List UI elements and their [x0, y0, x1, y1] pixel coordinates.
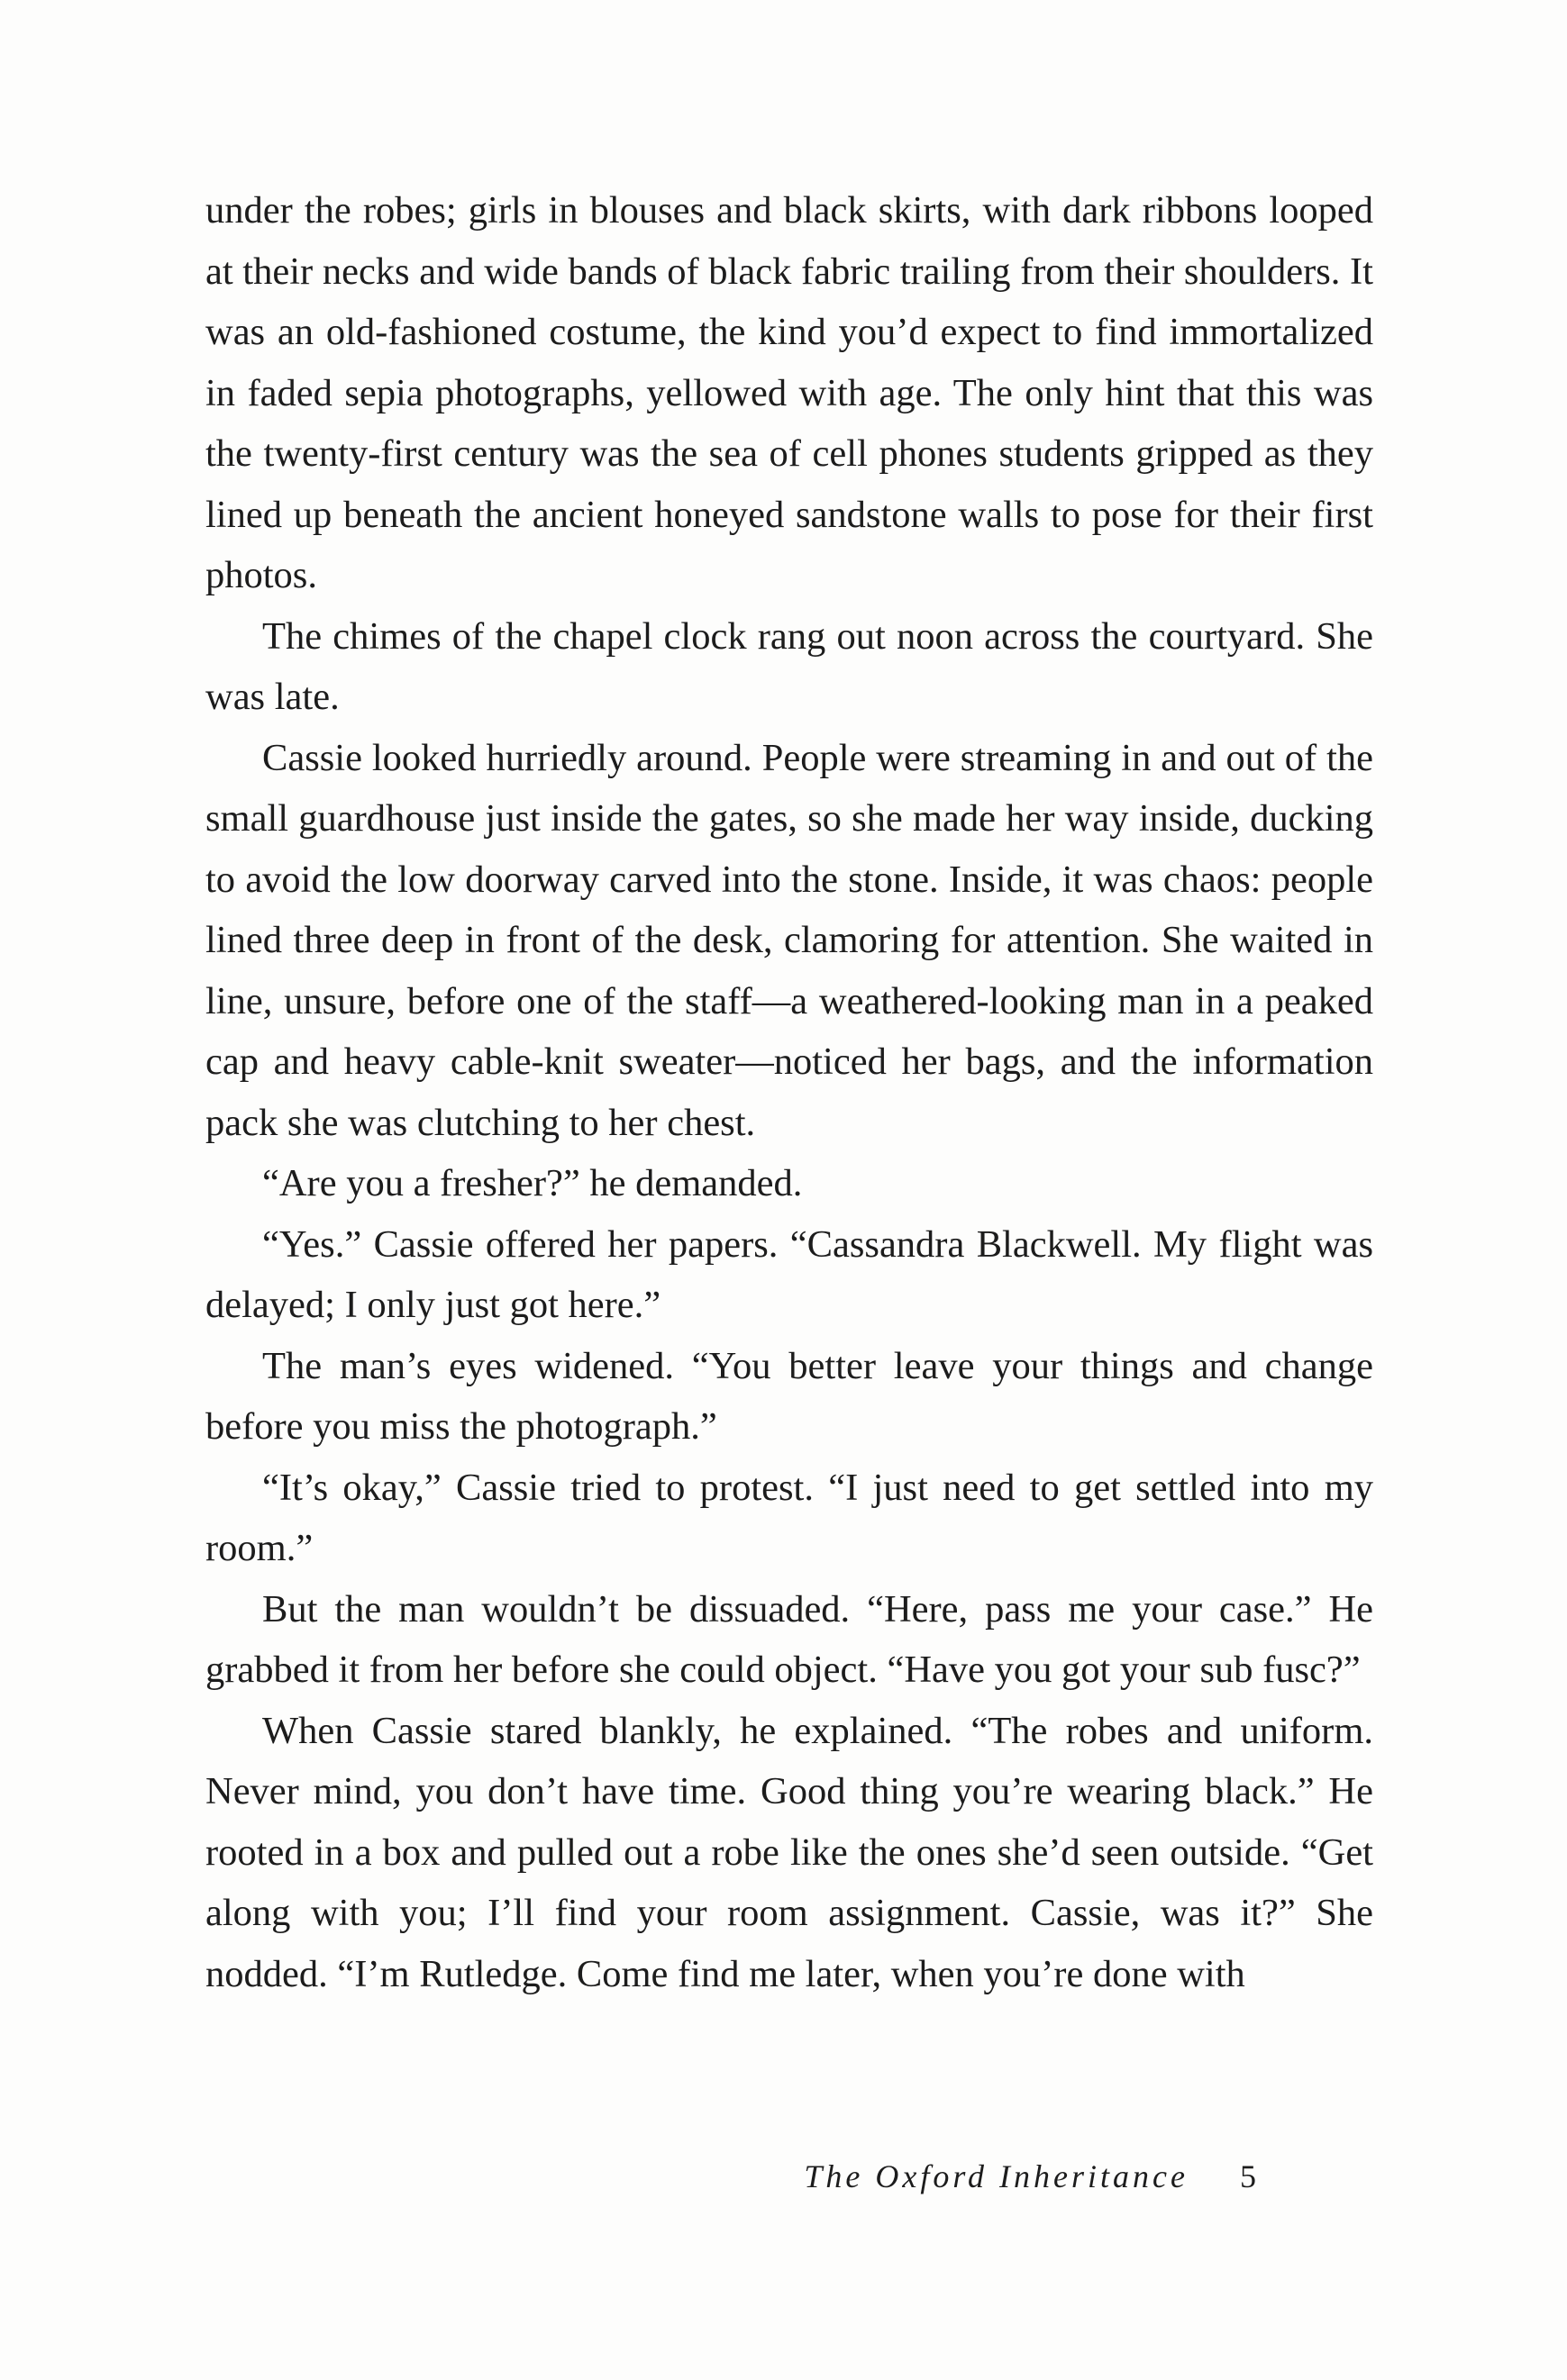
page-number: 5 — [1240, 2158, 1256, 2194]
paragraph: When Cassie stared blankly, he explained. “The robes and uniform. Never mind, you don’t have time. Good thing you’re wearing black.” He rooted in a box and pulled out a robe like the ones she’d seen outside. “Get along with you; I’ll find your room assignment. Cassie, was it?” She nodded. “I’m Rutledge. Come find me later, when you’re done with — [205, 1709, 1373, 1995]
paragraph: But the man wouldn’t be dissuaded. “Here, pass me your case.” He grabbed it from her before she could object. “Have you got your sub fusc?” — [205, 1587, 1373, 1691]
page-footer — [804, 2157, 1256, 2195]
paragraph: “Yes.” Cassie offered her papers. “Cassandra Blackwell. My flight was delayed; I only just got here.” — [205, 1222, 1373, 1326]
paragraph: The chimes of the chapel clock rang out noon across the courtyard. She was late. — [205, 614, 1373, 718]
paragraph: “It’s okay,” Cassie tried to protest. “I just need to get settled into my room.” — [205, 1466, 1373, 1569]
running-title: The Oxford Inheritance — [804, 2158, 1189, 2194]
paragraph: The man’s eyes widened. “You better leave your things and change before you miss the photograph.” — [205, 1344, 1373, 1448]
paragraph: “Are you a fresher?” he demanded. — [262, 1162, 803, 1204]
paragraph: Cassie looked hurriedly around. People were streaming in and out of the small guardhouse just inside the gates, so she made her way inside, ducking to avoid the low doorway carved into the stone. Inside, it was chaos: people lined three deep in front of the desk, clamoring for attention. She waited in line, unsure, before one of the staff—a weathered-looking man in a peaked cap and heavy cable-knit sweater—noticed her bags, and the information pack she was clutching to her chest. — [205, 736, 1373, 1144]
body-text — [205, 180, 1373, 2004]
paragraph: under the robes; girls in blouses and black skirts, with dark ribbons looped at their necks and wide bands of black fabric trailing from their shoulders. It was an old-fashioned costume, the kind you’d expect to find immortalized in faded sepia photographs, yellowed with age. The only hint that this was the twenty-first century was the sea of cell phones students gripped as they lined up beneath the ancient honeyed sandstone walls to pose for their first photos. — [205, 189, 1373, 596]
